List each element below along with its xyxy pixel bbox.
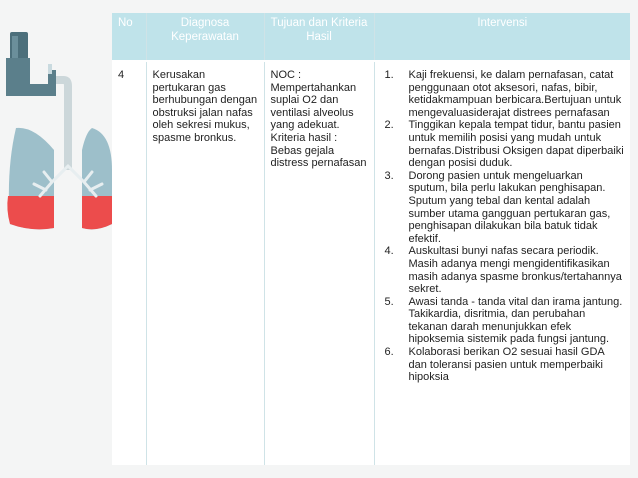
list-item-text: Kaji frekuensi, ke dalam pernafasan, catat penggunaan otot aksesori, nafas, bibir, ketidakmampuan berbicara.Bertujuan untuk mengevaluasiderajat distrees pernafasan	[408, 69, 622, 119]
trachea-icon	[64, 110, 72, 170]
list-item-text: Tinggikan kepala tempat tidur, bantu pasien untuk memilih posisi yang mudah untuk bernafas.Distribusi Oksigen dapat diperbaiki dengan posisi duduk.	[408, 119, 624, 170]
cell-intervensi	[374, 61, 630, 465]
table-header-row	[112, 13, 630, 61]
header-intervensi: Intervensi	[374, 13, 630, 61]
list-item	[381, 296, 625, 346]
list-item-number: 6.	[384, 346, 394, 359]
list-item	[381, 170, 625, 246]
list-item-text: Kolaborasi berikan O2 sesuai hasil GDA dan toleransi pasien untuk memperbaiki hipoksia	[408, 346, 605, 384]
list-item-number: 2.	[384, 119, 394, 132]
nursing-care-plan-table	[112, 13, 630, 465]
list-item-text: Awasi tanda - tanda vital dan irama jantung. Takikardia, disritmia, dan perubahan tekanan darah menunjukkan efek hipoksemia sistemik pada fungsi jantung.	[408, 295, 623, 346]
list-item-number: 4.	[384, 245, 394, 258]
list-item-number: 1.	[384, 69, 394, 81]
list-item	[381, 245, 625, 295]
cell-diagnosa: Kerusakan pertukaran gas berhubungan dengan obstruksi jalan nafas oleh sekresi mukus, spasme bronkus.	[146, 61, 264, 465]
list-item	[381, 119, 625, 169]
intervention-list	[381, 69, 625, 384]
header-tujuan: Tujuan dan Kriteria Hasil	[264, 13, 374, 61]
cell-tujuan: NOC : Mempertahankan suplai O2 dan ventilasi alveolus yang adekuat. Kriteria hasil : Bebas gejala distress pernafasan	[264, 61, 374, 465]
header-no: No	[112, 13, 146, 61]
header-diagnosa: Diagnosa Keperawatan	[146, 13, 264, 61]
list-item-number: 3.	[384, 169, 394, 182]
inhaler-body-icon	[6, 58, 56, 96]
list-item-text: Dorong pasien untuk mengeluarkan sputum, bila perlu lakukan penghisapan. Sputum yang tebal dan kental adalah sumber utama gangguan pertukaran gas, penghisapan dilakukan bila batuk tidak efektif.	[408, 169, 611, 245]
list-item	[381, 69, 625, 119]
cell-no: 4	[112, 61, 146, 465]
left-lung-icon	[7, 128, 54, 229]
table-row	[112, 61, 630, 465]
list-item	[381, 346, 625, 384]
lungs-inhaler-illustration	[0, 0, 112, 478]
list-item-text: Auskultasi bunyi nafas secara periodik. Masih adanya mengi mengidentifikasikan masih adanya spasme bronkus/tertahannya sekret.	[408, 245, 622, 296]
list-item-number: 5.	[384, 295, 394, 308]
